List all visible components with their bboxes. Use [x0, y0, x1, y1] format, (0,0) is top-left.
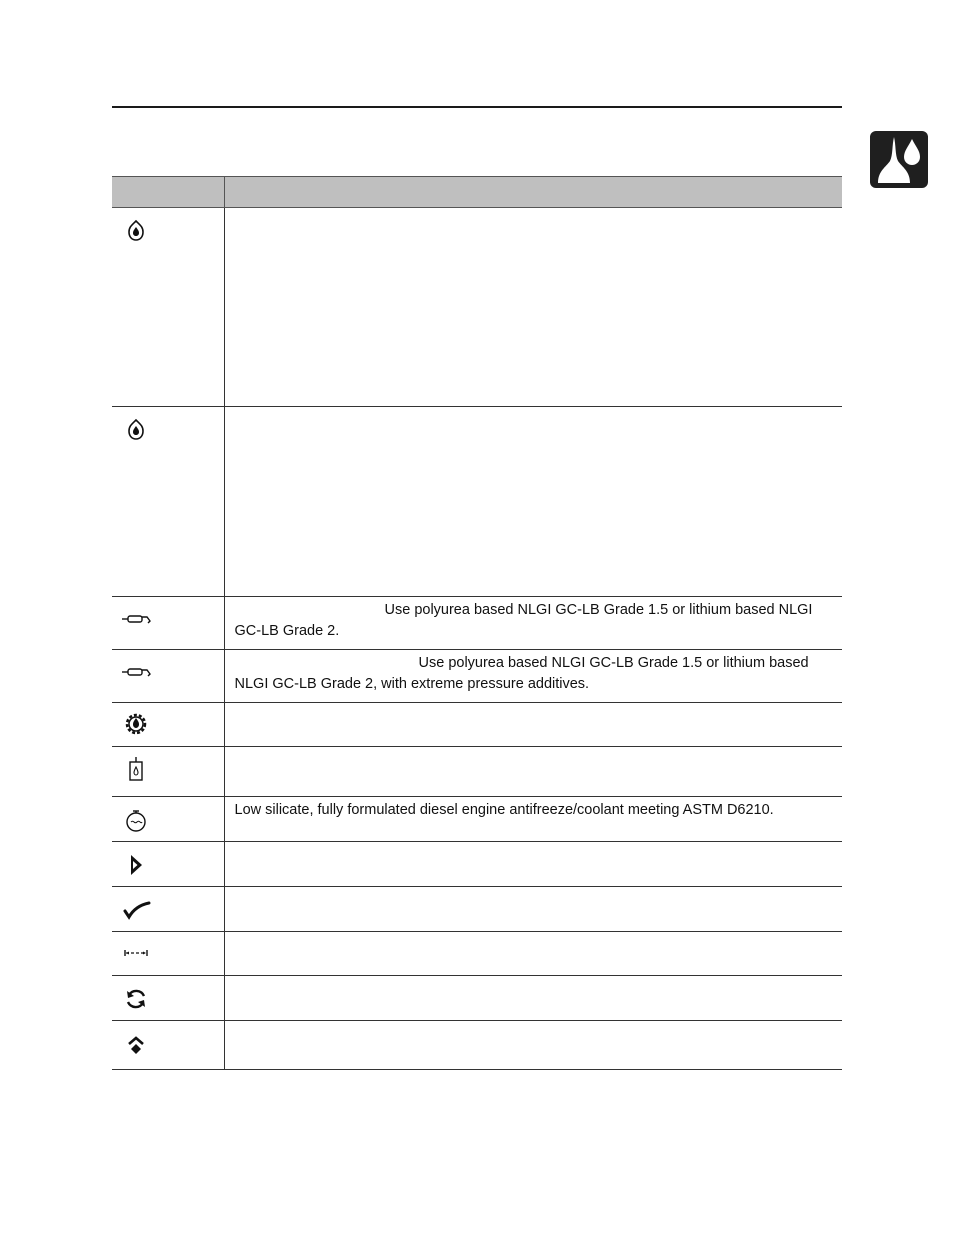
row-description: Use polyurea based NLGI GC-LB Grade 1.5 or lithium based NLGI GC-LB Grade 2.: [234, 602, 813, 639]
row-description: [224, 1021, 842, 1070]
table-row: [112, 747, 842, 797]
section-tab-badge[interactable]: [870, 131, 928, 188]
top-rule: [112, 106, 842, 108]
coolant-icon: [122, 809, 152, 835]
engine-oil-icon: [122, 218, 152, 244]
drain-icon: [122, 1034, 152, 1060]
row-description: [224, 887, 842, 932]
row-description: [224, 842, 842, 887]
row-description: [224, 703, 842, 747]
header-cell-description: [224, 177, 842, 208]
row-description: [224, 976, 842, 1021]
row-description: [224, 208, 842, 407]
header-cell-icon: [112, 177, 224, 208]
table-row: [112, 650, 842, 703]
gear-oil-icon: [122, 711, 152, 737]
grease-gun-icon: [122, 609, 152, 635]
check-level-icon: [122, 852, 152, 878]
row-description: Use polyurea based NLGI GC-LB Grade 1.5 or lithium based NLGI GC-LB Grade 2, with extreme pressure additives.: [234, 655, 809, 692]
row-description: Low silicate, fully formulated diesel engine antifreeze/coolant meeting ASTM D6210.: [224, 797, 842, 842]
table-row: [112, 208, 842, 407]
table-row: [112, 1021, 842, 1070]
grease-gun-icon: [122, 662, 152, 688]
row-description: [224, 407, 842, 597]
engine-oil-icon: [122, 417, 152, 443]
lubricant-spec-table: [112, 176, 842, 1070]
table-row: [112, 842, 842, 887]
table-row: [112, 703, 842, 747]
lubrication-drops-icon: [870, 131, 928, 188]
table-row: [112, 597, 842, 650]
measure-distance-icon: [122, 941, 152, 967]
table-row: [112, 407, 842, 597]
lubricate-point-icon: [122, 897, 152, 923]
row-description: [224, 932, 842, 976]
table-header-row: [112, 177, 842, 208]
row-description: [224, 747, 842, 797]
table-row: [112, 932, 842, 976]
hydraulic-oil-reservoir-icon: [122, 757, 152, 783]
table-row: [112, 797, 842, 842]
table-row: [112, 976, 842, 1021]
table-row: [112, 887, 842, 932]
change-replace-icon: [122, 986, 152, 1012]
